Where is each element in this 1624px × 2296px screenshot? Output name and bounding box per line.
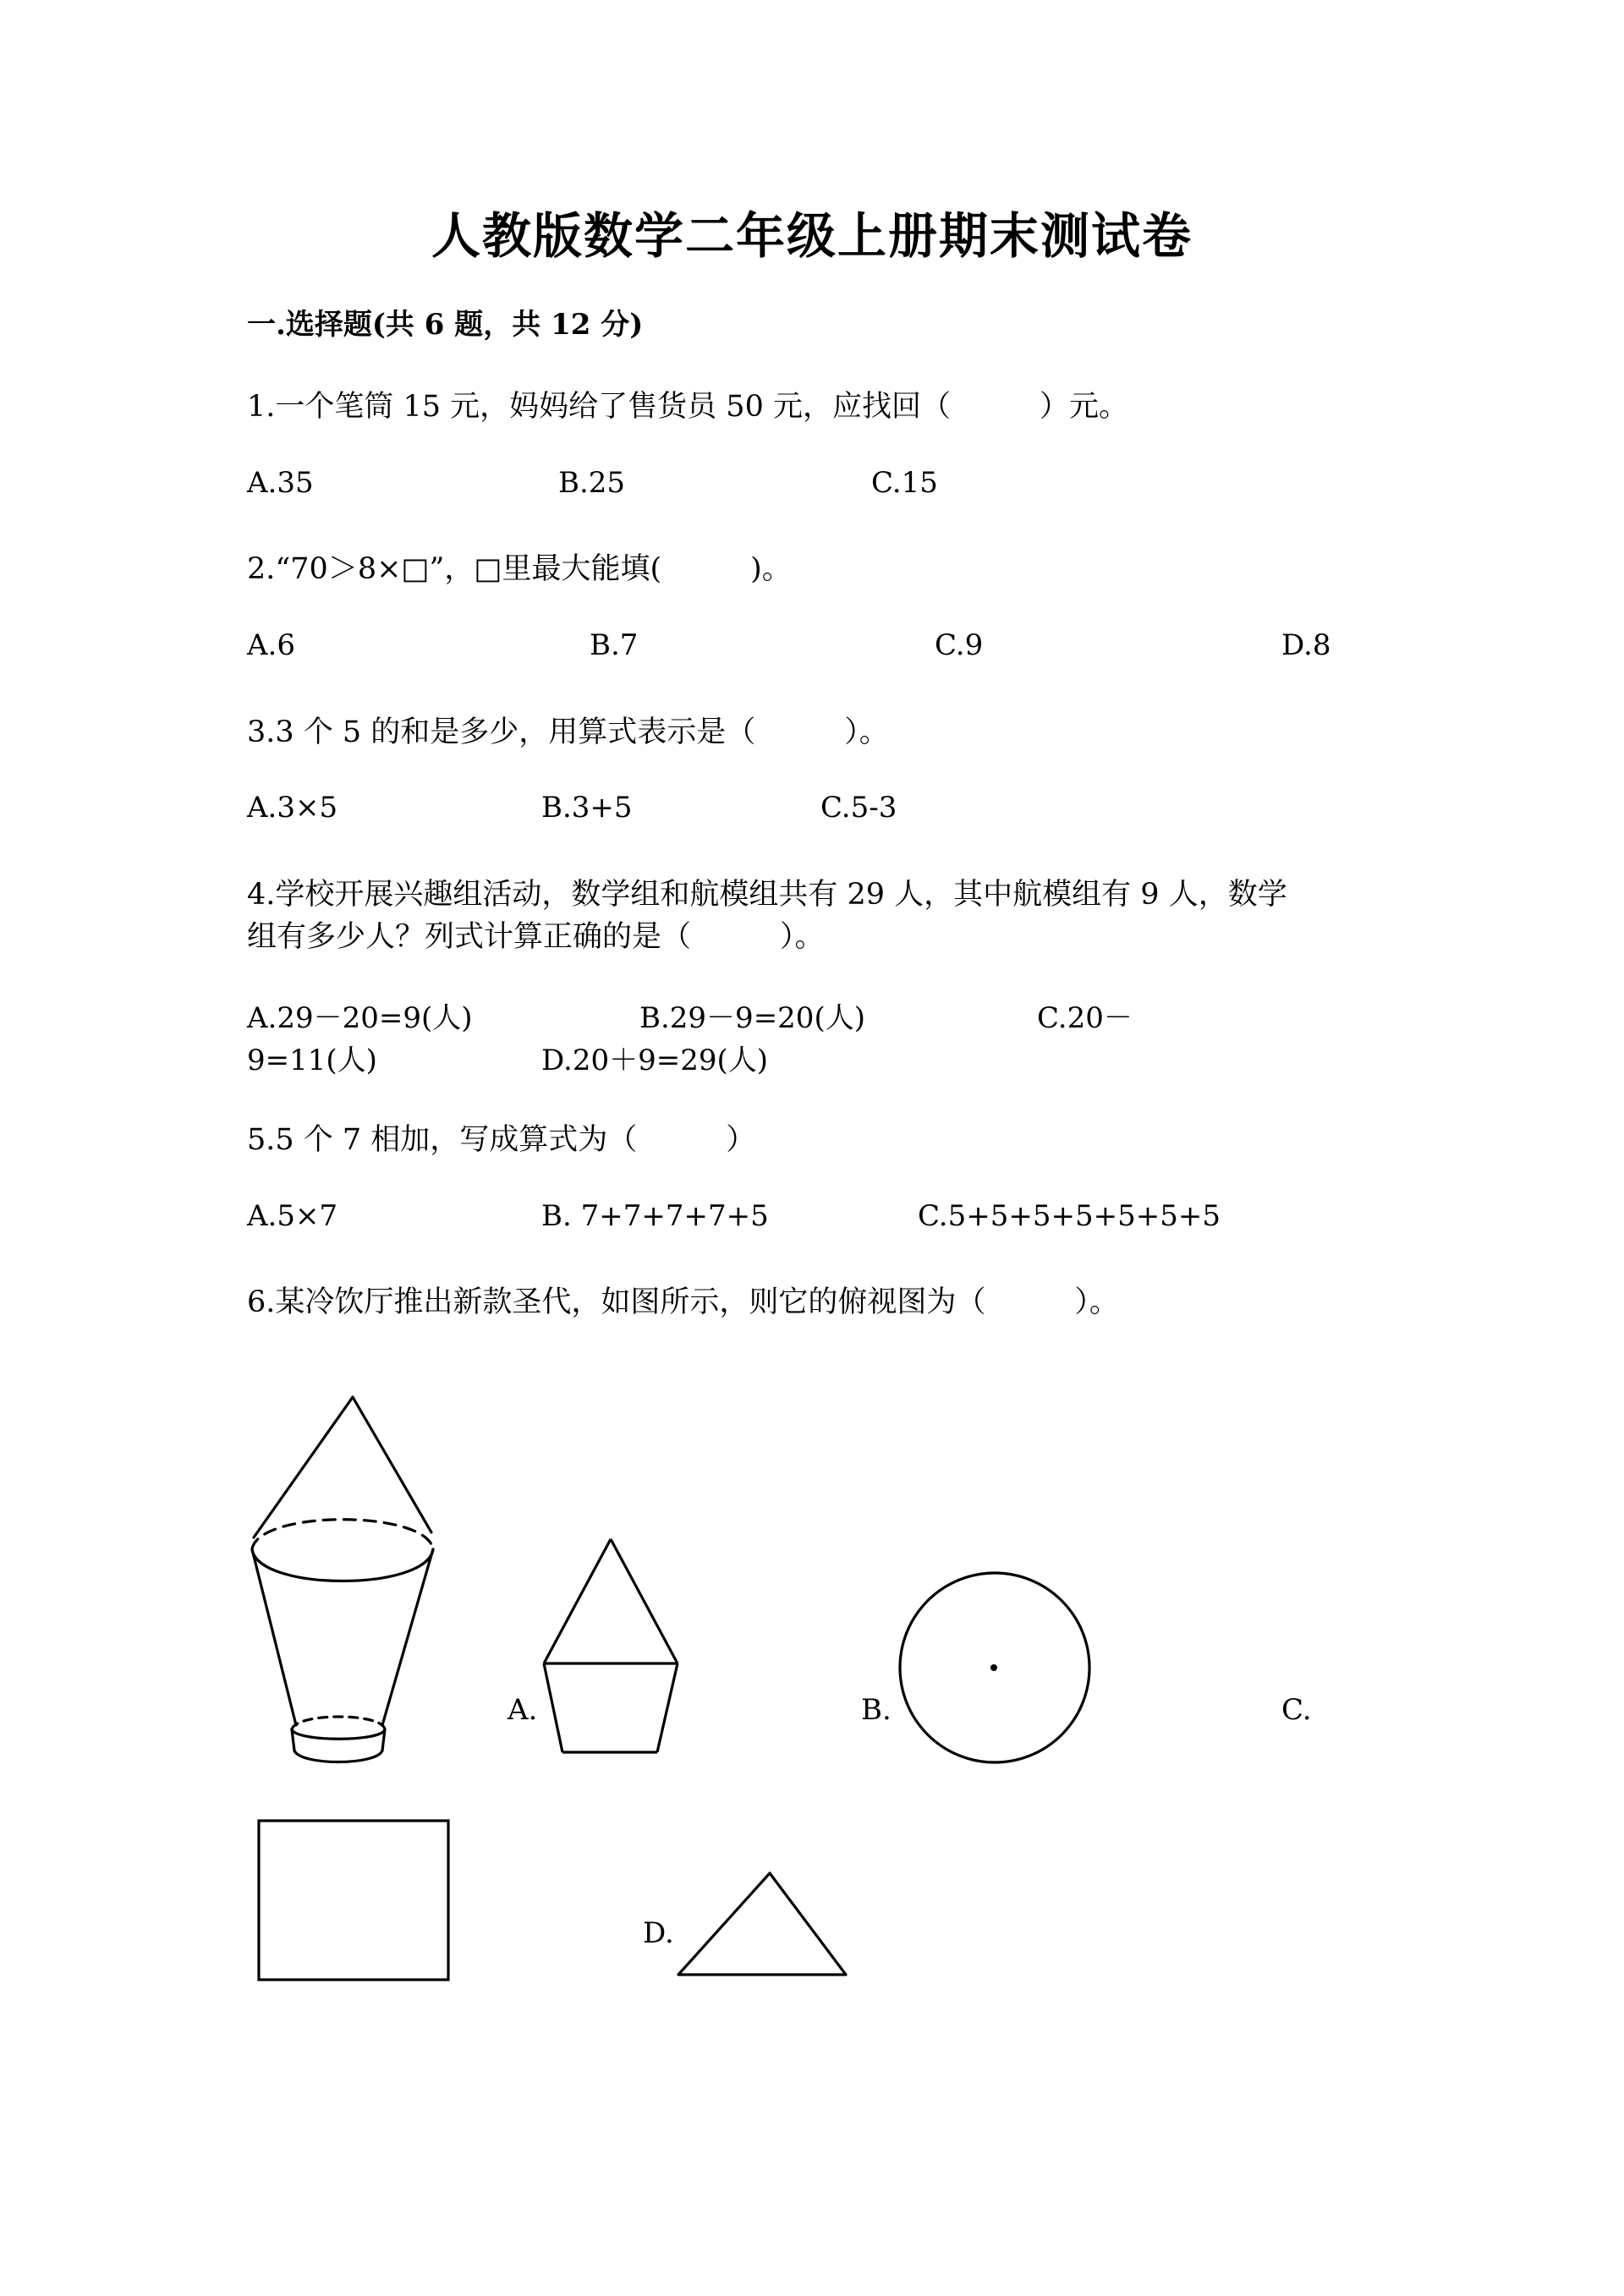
- q5-option-b: B. 7+7+7+7+5: [541, 1199, 769, 1233]
- q3-option-c: C.5-3: [820, 791, 897, 825]
- q6-option-c: C.: [1281, 1693, 1312, 1727]
- q3-option-a: A.3×5: [247, 791, 338, 825]
- q5-option-a: A.5×7: [247, 1199, 338, 1233]
- q6-option-d: D.: [643, 1916, 674, 1950]
- question-5-stem: 5.5 个 7 相加，写成算式为（ ）: [247, 1123, 756, 1157]
- question-4-stem-line-1: 4.学校开展兴趣组活动，数学组和航模组共有 29 人，其中航模组有 9 人，数学: [247, 878, 1287, 912]
- q2-option-c: C.9: [935, 628, 984, 662]
- q1-option-a: A.35: [247, 466, 314, 500]
- question-2-stem: 2.“70＞8×□”，□里最大能填( )。: [247, 552, 792, 586]
- q2-option-a: A.6: [247, 628, 295, 662]
- q1-option-c: C.15: [871, 466, 938, 500]
- q1-option-b: B.25: [558, 466, 626, 500]
- section-heading: 一.选择题(共 6 题，共 12 分): [247, 308, 644, 342]
- question-4-stem-line-2: 组有多少人？列式计算正确的是（ ）。: [247, 920, 825, 954]
- q4-option-d: D.20＋9=29(人): [541, 1044, 769, 1077]
- q4-option-c-continued: 9=11(人): [247, 1044, 377, 1077]
- q5-option-c: C.5+5+5+5+5+5+5: [918, 1199, 1221, 1233]
- q3-option-b: B.3+5: [541, 791, 633, 825]
- q4-option-a: A.29－20=9(人): [247, 1001, 473, 1035]
- q2-option-b: B.7: [590, 628, 639, 662]
- question-3-stem: 3.3 个 5 的和是多少，用算式表示是（ ）。: [247, 715, 889, 749]
- q4-option-b: B.29－9=20(人): [639, 1001, 865, 1035]
- q6-option-a: A.: [508, 1693, 538, 1727]
- q6-option-b: B.: [861, 1693, 892, 1727]
- q4-option-c: C.20－: [1037, 1001, 1133, 1035]
- question-1-stem: 1.一个笔筒 15 元，妈妈给了售货员 50 元，应找回（ ）元。: [247, 390, 1128, 424]
- question-6-stem: 6.某冷饮厅推出新款圣代，如图所示，则它的俯视图为（ ）。: [247, 1285, 1119, 1319]
- page-title: 人教版数学二年级上册期末测试卷: [431, 207, 1193, 265]
- q2-option-d: D.8: [1281, 628, 1331, 662]
